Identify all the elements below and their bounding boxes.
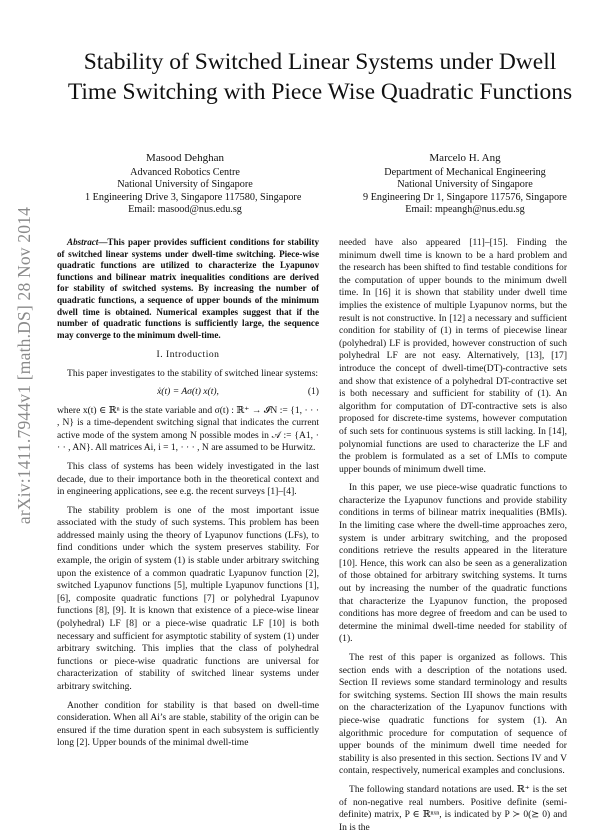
paragraph: where x(t) ∈ ℝⁿ is the state variable and σ(t) : ℝ⁺ → 𝓘N := {1, · · · , N} is a time-dependent switching signal that indicates the current active mode of the system among N possible modes in 𝒜 := {A1, · · · , AN}. All matrices Ai, i = 1, · · · , N are assumed to be Hurwitz. bbox=[57, 404, 319, 454]
equation-number: (1) bbox=[307, 385, 319, 397]
author-affiliation: Department of Mechanical Engineering bbox=[384, 166, 546, 178]
author-name: Masood Dehghan bbox=[146, 152, 224, 164]
author-email: Email: masood@nus.edu.sg bbox=[128, 204, 242, 216]
paragraph: This paper investigates to the stability of switched linear systems: bbox=[67, 367, 319, 379]
paragraph: The rest of this paper is organized as follows. This section ends with a description of the notations used. Section II reviews some standard terminology and results for switching systems. Section III shows the main results on the characterization of the Lyapunov functions with piece-wise quadratic functions for system (1). An algorithmic procedure for computation of sequence of upper bounds of the minimum dwell time needed for stability is also presented in this section. Sections IV and V contain, respectively, numerical examples and conclusions. bbox=[339, 652, 567, 777]
right-column bbox=[339, 237, 567, 834]
paragraph: The following standard notations are used. ℝ⁺ is the set of non-negative real numbers. Positive definite (semi-definite) matrix, P ∈ ℝⁿˣⁿ, is indicated by P ≻ 0(⪰ 0) and In is the bbox=[339, 783, 567, 833]
section-heading-introduction: I. Introduction bbox=[156, 349, 220, 361]
author-block-1 bbox=[85, 152, 302, 217]
author-block-2 bbox=[355, 152, 575, 217]
author-address: 1 Engineering Drive 3, Singapore 117580, Singapore bbox=[85, 191, 302, 203]
paper-title bbox=[40, 47, 600, 107]
paragraph: needed have also appeared [11]–[15]. Finding the minimum dwell time is known to be a hard problem and the research has been shifted to find testable conditions for the computation of upper bounds to the minimum dwell time. In [16] it is shown that stability under dwell time implies the existence of multiple Lyapunov norms, but the result is not constructive. In [12] a necessary and sufficient condition for stability of (1) in terms of piecewise linear (polyhedral) LF is provided, however construction of such polyhedral LF are not easy. Alternatively, [13], [17] introduce the concept of dwell-time(DT)-contractive sets and show that existence of a polyhedral DT-contractive set is both necessary and sufficient for stability of (1). An algorithm for computation of DT-contractive sets is also proposed for discrete-time systems, however computation of such sets for continuous systems is still lacking. In [14], polynomial functions are used to characterize the LF and the problem is formulated as a set of LMIs to compute upper bounds of minimum dwell time. bbox=[339, 237, 567, 475]
arxiv-id-text: arXiv:1411.7944v1 [math.DS] 28 Nov 2014 bbox=[14, 206, 35, 524]
abstract-text: —This paper provides sufficient conditions for stability of switched linear systems under dwell-time switching. Piece-wise quadratic functions are utilized to characterize the Lyapunov functions and bilinear matrix inequalities conditions are derived for stability of switched systems. By increasing the number of quadratic functions, a sequence of upper bounds of the minimum dwell time is obtained. Numerical examples suggest that if the number of quadratic functions is sufficiently large, the sequence may converge to the minimum dwell-time. bbox=[57, 237, 319, 340]
title-line-2: Time Switching with Piece Wise Quadratic Functions bbox=[67, 79, 573, 105]
arxiv-identifier bbox=[12, 180, 38, 550]
equation-text: ẋ(t) = Aσ(t) x(t), bbox=[157, 385, 219, 397]
title-line-1: Stability of Switched Linear Systems under Dwell bbox=[83, 49, 557, 75]
abstract-label: Abstract bbox=[67, 237, 99, 247]
author-name: Marcelo H. Ang bbox=[429, 152, 501, 164]
paragraph: In this paper, we use piece-wise quadratic functions to characterize the Lyapunov functions and provide stability conditions in terms of bilinear matrix inequalities (BMIs). In the limiting case where the dwell-time approaches zero, system is under arbitrary switching, and the proposed conditions retrieve the results appeared in the literature [10]. Hence, this work can also be seen as a generalization of those obtained for arbitrary switching systems. It turns out by increasing the number of the quadratic functions that characterize the Lyapunov function, the proposed conditions has more degree of freedom and can be used to determine the minimal dwell-time needed for stability of (1). bbox=[339, 482, 567, 645]
author-institution: National University of Singapore bbox=[117, 179, 253, 191]
paragraph: The stability problem is one of the most important issue associated with the study of such systems. This problem has been addressed mainly using the theory of Lyapunov functions (LFs), to find conditions under which the system preserves stability. For example, the origin of system (1) is stable under arbitrary switching upon the existence of a common quadratic Lyapunov function [2], switched Lyapunov functions [5], multiple Lyapunov functions [1], [6], composite quadratic functions [7] or polyhedral Lyapunov functions [8], [9]. It is known that existence of a piece-wise linear (polyhedral) LF [8] or a piece-wise quadratic LF [10] is both necessary and sufficient for asymptotic stability of system (1) under arbitrary switching. This implies that the class of polyhedral functions or piece-wise quadratic functions are universal for characterization of stability of switched linear systems under arbitrary switching. bbox=[57, 504, 319, 692]
abstract bbox=[57, 237, 319, 341]
author-affiliation: Advanced Robotics Centre bbox=[130, 166, 240, 178]
author-institution: National University of Singapore bbox=[397, 179, 533, 191]
left-column bbox=[57, 237, 319, 750]
paragraph: This class of systems has been widely investigated in the last decade, due to their importance both in the theoretical context and in engineering applications, see e.g. the recent surveys [1]–[4]. bbox=[57, 460, 319, 498]
author-email: Email: mpeangh@nus.edu.sg bbox=[405, 204, 525, 216]
equation-1 bbox=[57, 386, 319, 400]
paragraph: Another condition for stability is that based on dwell-time consideration. When all Ai’s are stable, stability of the origin can be ensured if the time duration spent in each subsystem is sufficiently long [2]. Upper bounds of the minimal dwell-time bbox=[57, 699, 319, 749]
author-address: 9 Engineering Dr 1, Singapore 117576, Singapore bbox=[363, 191, 567, 203]
